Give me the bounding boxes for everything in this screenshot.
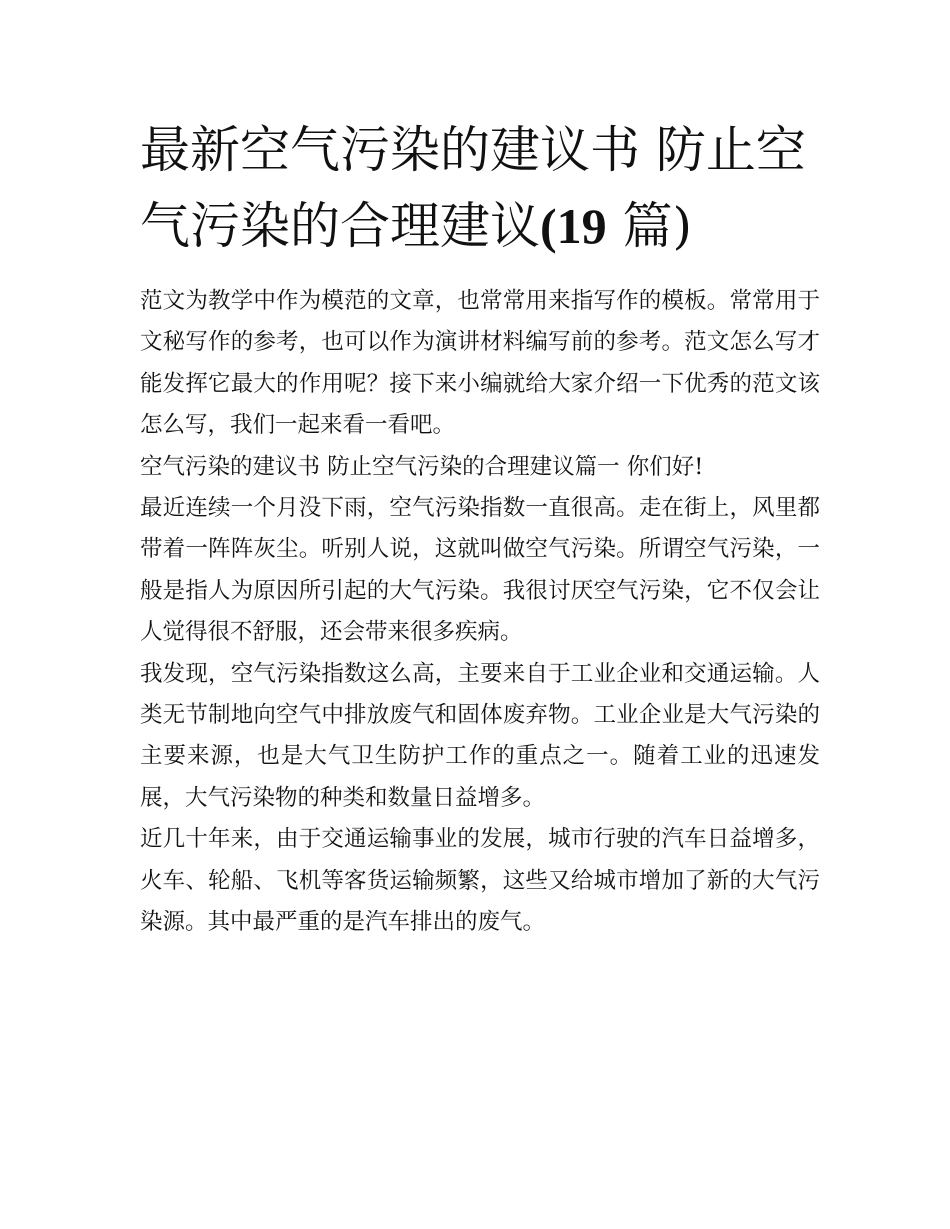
paragraph-intro: 范文为教学中作为模范的文章，也常常用来指写作的模板。常常用于文秘写作的参考，也可以作为演讲材料编写前的参考。范文怎么写才能发挥它最大的作用呢？接下来小编就给大家介绍一下优秀的范文该怎么写，我们一起来看一看吧。 — [140, 288, 820, 439]
title-suffix: 篇) — [606, 197, 693, 255]
document-body — [140, 281, 820, 944]
title-text: 最新空气污染的建议书 防止空气污染的合理建议 — [140, 121, 806, 255]
paragraph-observation: 最近连续一个月没下雨，空气污染指数一直很高。走在街上，风里都带着一阵阵灰尘。听别人说，这就叫做空气污染。所谓空气污染，一般是指人为原因所引起的大气污染。我很讨厌空气污染，它不仅会让人觉得很不舒服，还会带来很多疾病。 — [140, 495, 820, 646]
paragraph-transport: 近几十年来，由于交通运输事业的发展，城市行驶的汽车日益增多，火车、轮船、飞机等客货运输频繁，这些又给城市增加了新的大气污染源。其中最严重的是汽车排出的废气。 — [140, 826, 820, 936]
paragraph-section-heading: 空气污染的建议书 防止空气污染的合理建议篇一 你们好! — [140, 453, 704, 480]
title-count: (19 — [540, 198, 607, 254]
document-title — [140, 112, 820, 264]
paragraph-sources: 我发现，空气污染指数这么高，主要来自于工业企业和交通运输。人类无节制地向空气中排放废气和固体废弃物。工业企业是大气污染的主要来源，也是大气卫生防护工作的重点之一。随着工业的迅速发展，大气污染物的种类和数量日益增多。 — [140, 660, 820, 811]
